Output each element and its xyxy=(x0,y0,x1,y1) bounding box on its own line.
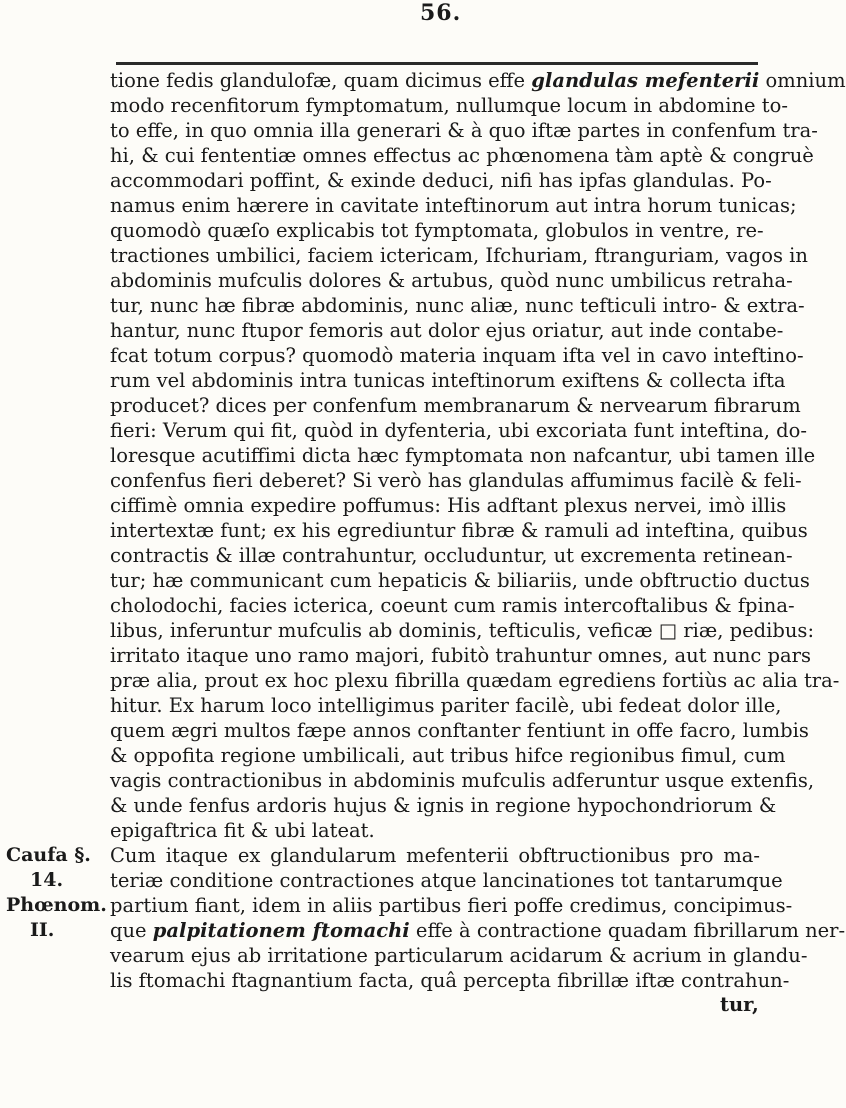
text-line: hi, & cui fententiæ omnes effectus ac phœnomena tàm aptè & congruè xyxy=(110,144,814,167)
text-line: fieri: Verum qui fit, quòd in dyfenteria, ubi excoriata funt inteftina, do- xyxy=(110,419,807,442)
text-line: vagis contractionibus in abdominis mufculis adferuntur usque extenfis, xyxy=(110,769,815,792)
text-line: tur; hæ communicant cum hepaticis & biliariis, unde obftructio ductus xyxy=(110,569,810,592)
text-line: epigaftrica fit & ubi lateat. xyxy=(110,819,375,842)
text-line: quem ægri multos fæpe annos conftanter fentiunt in offe facro, lumbis xyxy=(110,719,809,742)
margin-note-causa: Caufa §. xyxy=(6,844,91,866)
text-line: confenfus fieri deberet? Si verò has glandulas affumimus facilè & feli- xyxy=(110,469,802,492)
text-line: to effe, in quo omnia illa generari & à quo iftæ partes in confenfum tra- xyxy=(110,119,818,142)
text-line: ciffimè omnia expedire poffumus: His adftant plexus nervei, imò illis xyxy=(110,494,787,517)
text-line: quomodò quæſo explicabis tot fymptomata, globulos in ventre, re- xyxy=(110,219,764,242)
text-line: lis ftomachi ftagnantium facta, quâ percepta fibrillæ iftæ contrahun- xyxy=(110,969,790,992)
text-line: tur, nunc hæ fibræ abdominis, nunc aliæ, nunc tefticuli intro- & extra- xyxy=(110,294,805,317)
header-rule xyxy=(116,62,758,65)
text-line: que palpitationem ftomachi effe à contractione quadam fibrillarum ner- xyxy=(110,919,846,942)
margin-note-section-number: 14. xyxy=(30,869,64,891)
text-line: tione fedis glandulofæ, quam dicimus effe glandulas mefenterii omnium xyxy=(110,69,846,92)
text-line: libus, inferuntur mufculis ab dominis, tefticulis, veficæ □ riæ, pedibus: xyxy=(110,619,815,642)
text-line: abdominis mufculis dolores & artubus, quòd nunc umbilicus retraha- xyxy=(110,269,793,292)
text-line: namus enim hærere in cavitate inteftinorum aut intra horum tunicas; xyxy=(110,194,797,217)
text-line: loresque acutiffimi dicta hæc fymptomata non nafcantur, ubi tamen ille xyxy=(110,444,816,467)
text-line: vearum ejus ab irritatione particularum acidarum & acrium in glandu- xyxy=(110,944,808,967)
page-number: 56. xyxy=(420,0,462,26)
text-line: hitur. Ex harum loco intelligimus pariter facilè, ubi fedeat dolor ille, xyxy=(110,694,782,717)
text-line: modo recenfitorum fymptomatum, nullumque locum in abdomine to- xyxy=(110,94,788,117)
margin-note-roman-numeral: II. xyxy=(30,919,55,941)
text-line: Cum itaque ex glandularum mefenterii obftructionibus pro ma- xyxy=(110,844,760,867)
text-line: contractis & illæ contrahuntur, occluduntur, ut excrementa retinean- xyxy=(110,544,793,567)
text-line: rum vel abdominis intra tunicas inteftinorum exiftens & collecta ifta xyxy=(110,369,786,392)
text-line: hantur, nunc ftupor femoris aut dolor ejus oriatur, aut inde contabe- xyxy=(110,319,784,342)
text-line: & oppofita regione umbilicali, aut tribus hifce regionibus fimul, cum xyxy=(110,744,786,767)
text-line: & unde fenfus ardoris hujus & ignis in regione hypochondriorum & xyxy=(110,794,777,817)
text-line: accommodari poffint, & exinde deduci, nifi has ipfas glandulas. Po- xyxy=(110,169,772,192)
text-line: teriæ conditione contractiones atque lancinationes tot tantarumque xyxy=(110,869,783,892)
text-line: partium fiant, idem in aliis partibus fieri poffe credimus, concipimus- xyxy=(110,894,793,917)
text-line: producet? dices per confenfum membranarum & nervearum fibrarum xyxy=(110,394,801,417)
catchword: tur, xyxy=(720,993,759,1016)
margin-note-phaenom: Phœnom. xyxy=(6,894,107,916)
text-line: præ alia, prout ex hoc plexu fibrilla quædam egrediens fortiùs ac alia tra- xyxy=(110,669,840,692)
text-line: intertextæ funt; ex his egrediuntur fibræ & ramuli ad inteftina, quibus xyxy=(110,519,808,542)
text-line: cholodochi, facies icterica, coeunt cum ramis intercoftalibus & fpina- xyxy=(110,594,795,617)
text-line: tractiones umbilici, faciem ictericam, Ifchuriam, ftranguriam, vagos in xyxy=(110,244,808,267)
text-line: irritato itaque uno ramo majori, fubitò trahuntur omnes, aut nunc pars xyxy=(110,644,811,667)
text-line: fcat totum corpus? quomodò materia inquam ifta vel in cavo inteftino- xyxy=(110,344,804,367)
